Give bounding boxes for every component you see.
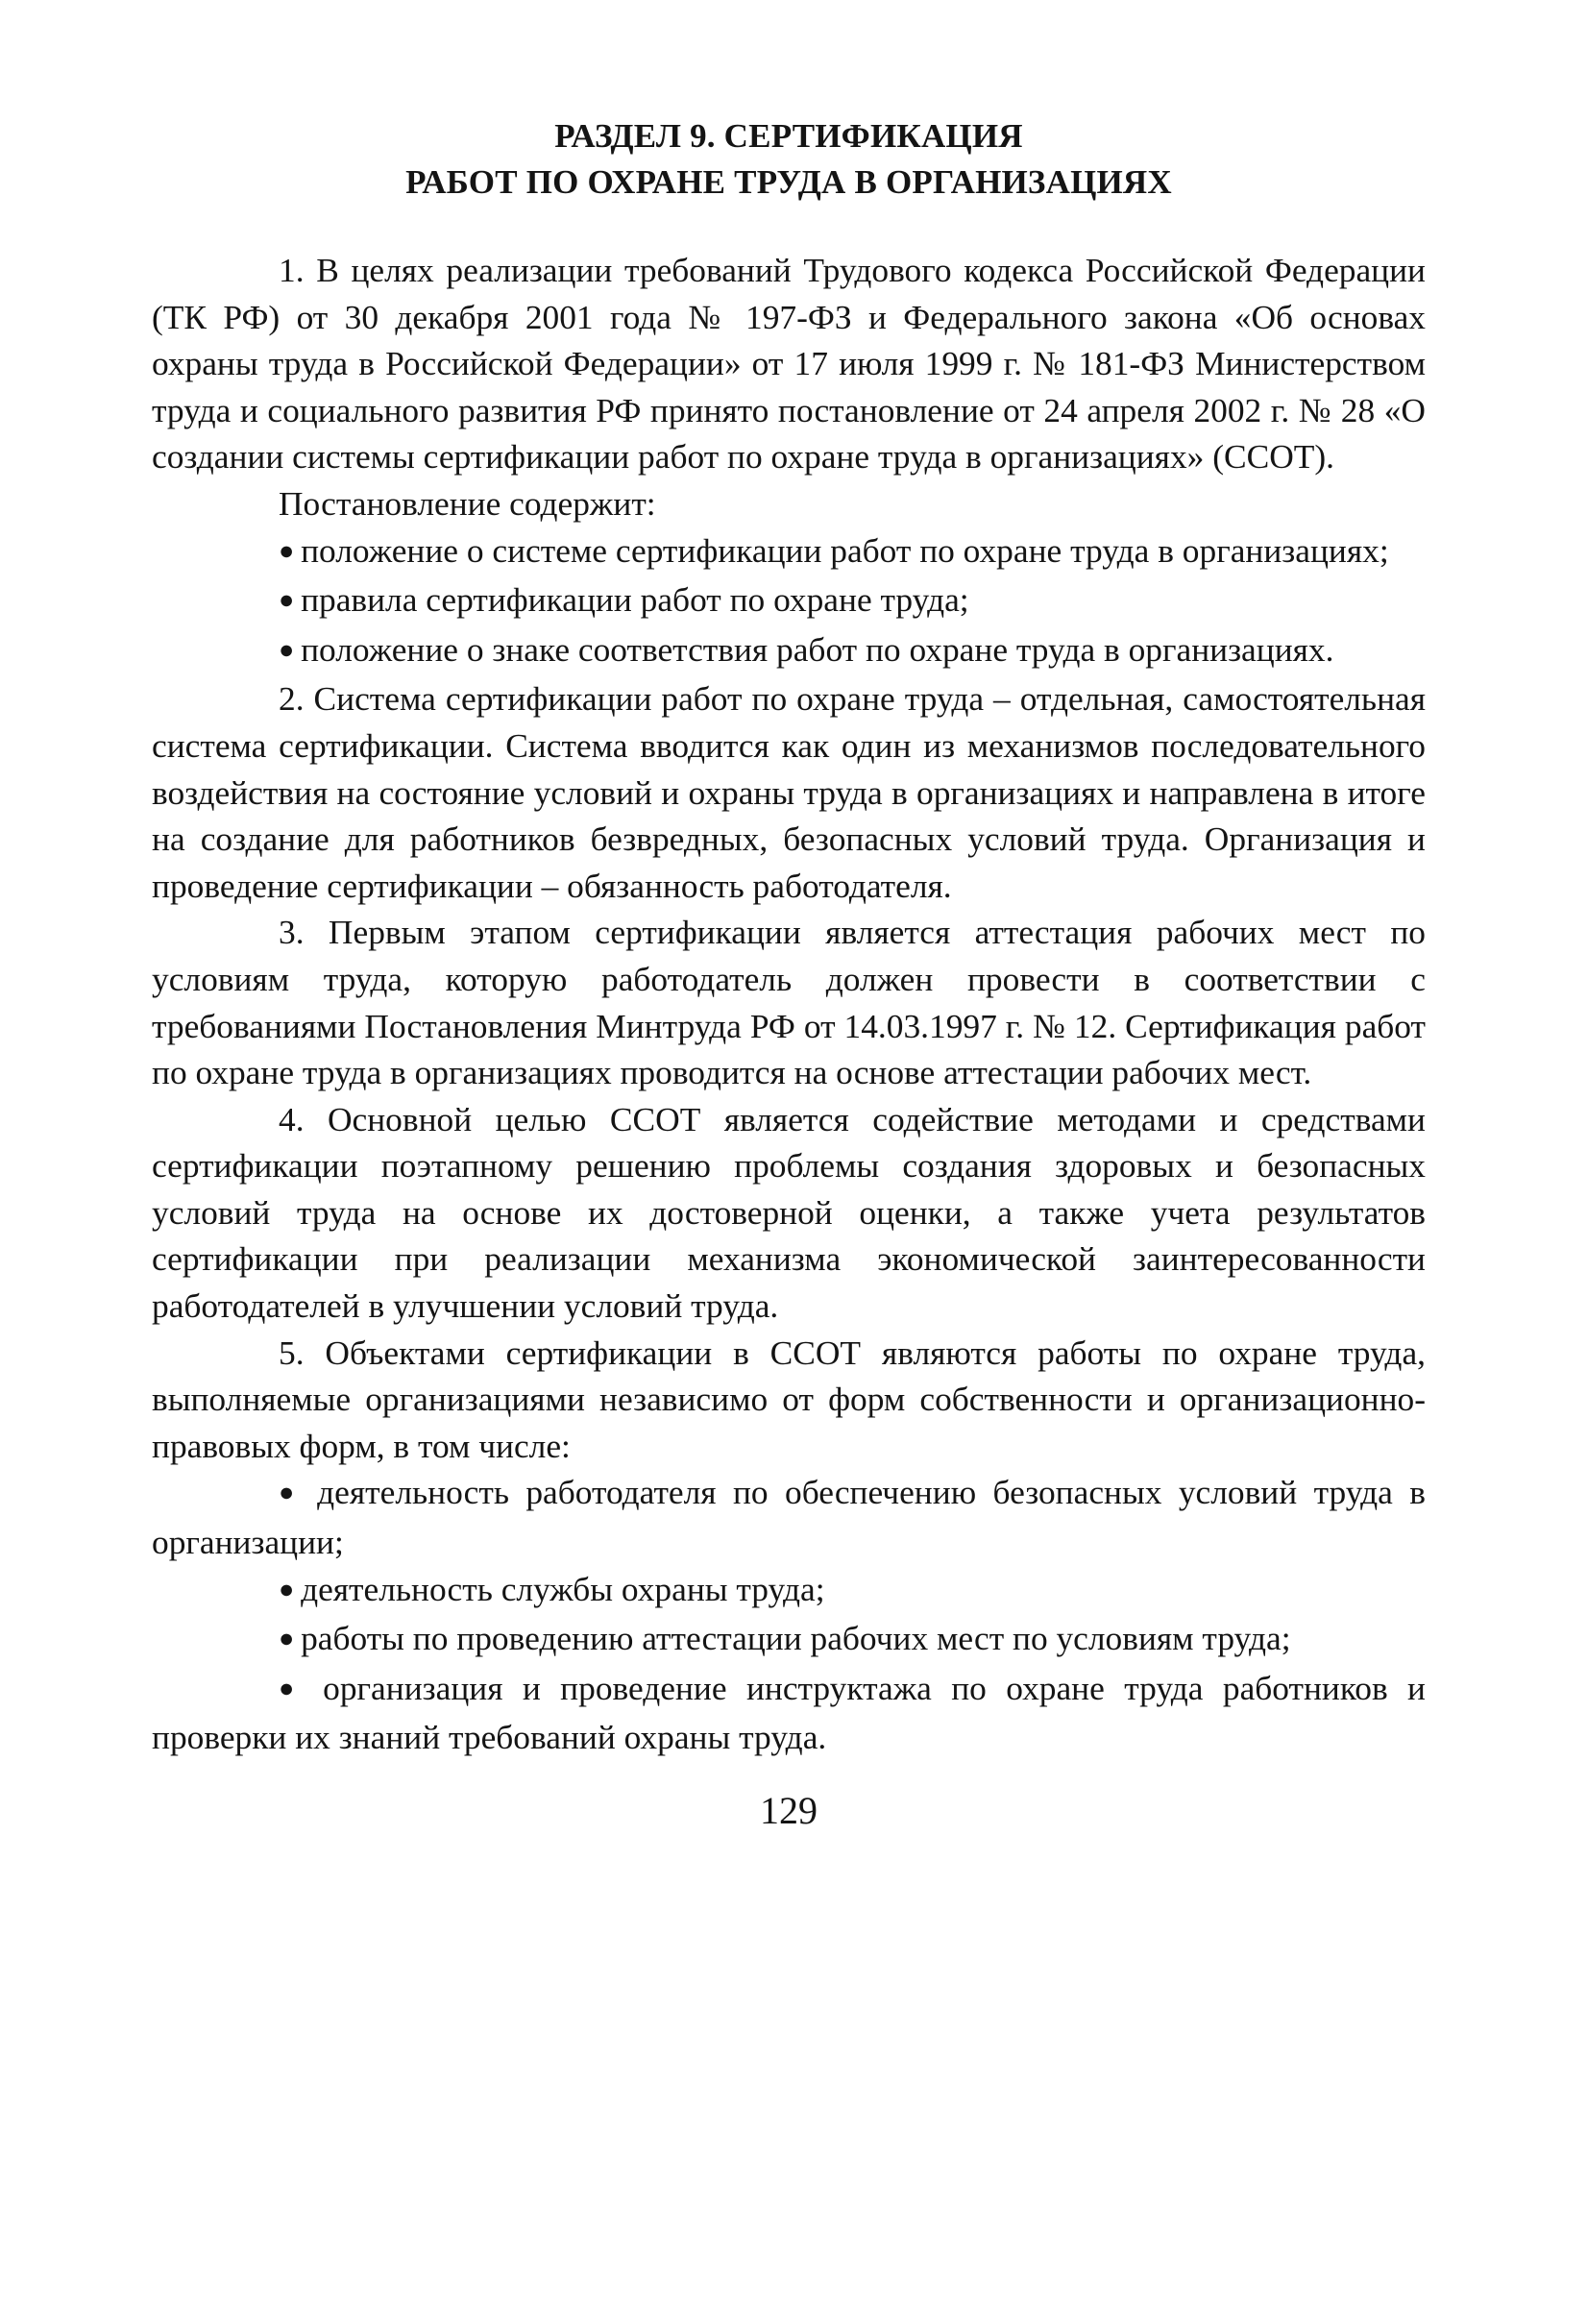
bullet-item: ● положение о системе сертификации работ по охране труда в организациях; xyxy=(152,527,1426,577)
bullet-item: ● организация и проведение инструктажа по охране труда работников и проверки их знаний требований охраны труда. xyxy=(152,1665,1426,1761)
bullet-item: ● деятельность службы охраны труда; xyxy=(152,1566,1426,1616)
paragraph-4: 4. Основной целью ССОТ является содействие методами и средствами сертификации поэтапному решению проблемы создания здоровых и безопасных условий труда на основе их достоверной оценки, а также учета результатов сертификации при реализации механизма экономической заинтересованности работодателей в улучшении условий труда. xyxy=(152,1099,1426,1326)
bullet-item: ● деятельность работодателя по обеспечению безопасных условий труда в организации; xyxy=(152,1469,1426,1565)
paragraph-5: 5. Объектами сертификации в ССОТ являются работы по охране труда, выполняемые организациями независимо от форм собственности и организационно-правовых форм, в том числе: xyxy=(152,1333,1426,1465)
page-number: 129 xyxy=(760,1789,818,1832)
bullet-item: ● положение о знаке соответствия работ по охране труда в организациях. xyxy=(152,626,1426,676)
document-page xyxy=(152,113,1426,1834)
section-heading xyxy=(152,113,1426,206)
paragraph-3: 3. Первым этапом сертификации является аттестация рабочих мест по условиям труда, которую работодатель должен провести в соответствии с требованиями Постановления Минтруда РФ от 14.03.1997 г. № 12. Сертификация работ по охране труда в организациях проводится на основе аттестации рабочих мест. xyxy=(152,913,1426,1092)
bullet-item: ● правила сертификации работ по охране труда; xyxy=(152,576,1426,626)
paragraph-2: 2. Система сертификации работ по охране труда – отдельная, самостоятельная система сертификации. Система вводится как один из механизмов последовательного воздействия на состояние условий и охраны труда в организациях и направлена в итоге на создание для работников безвредных, безопасных условий труда. Организация и проведение сертификации – обязанность работодателя. xyxy=(152,679,1426,905)
list-intro: Постановление содержит: xyxy=(279,483,656,523)
bullet-item: ● работы по проведению аттестации рабочих мест по условиям труда; xyxy=(152,1615,1426,1665)
section-heading-line-1: РАЗДЕЛ 9. СЕРТИФИКАЦИЯ xyxy=(554,117,1023,155)
section-heading-line-2: РАБОТ ПО ОХРАНЕ ТРУДА В ОРГАНИЗАЦИЯХ xyxy=(405,163,1172,201)
paragraph-1: 1. В целях реализации требований Трудового кодекса Российской Федерации (ТК РФ) от 30 декабря 2001 года № 197-ФЗ и Федерального закона «Об основах охраны труда в Российской Федерации» от 17 июля 1999 г. № 181-ФЗ Министерством труда и социального развития РФ принято постановление от 24 апреля 2002 г. № 28 «О создании системы сертификации работ по охране труда в организациях» (ССОТ). xyxy=(152,251,1426,477)
